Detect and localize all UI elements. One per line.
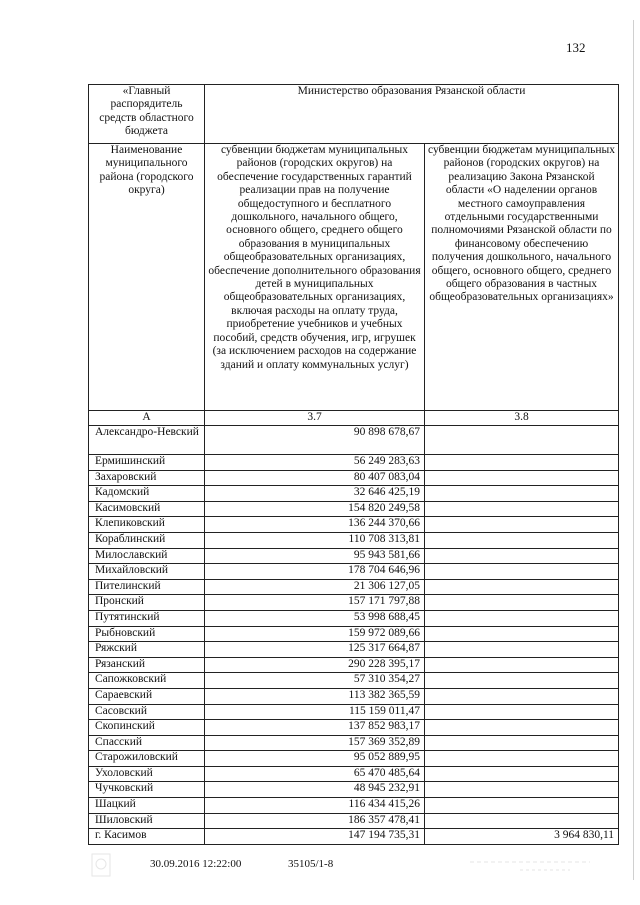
table-row [89,766,619,782]
table-row [89,704,619,720]
value-3-7: 65 470 485,64 [205,766,425,782]
value-3-7: 186 357 478,41 [205,813,425,829]
table-row [89,782,619,798]
value-3-8 [425,455,619,471]
distributor-label: «Главный распорядитель средств областного бюджета [89,85,205,144]
table-row [89,813,619,829]
district-name: Захаровский [89,470,205,486]
value-3-8 [425,548,619,564]
district-name: Путятинский [89,610,205,626]
value-3-7: 137 852 983,17 [205,720,425,736]
ministry-name: Министерство образования Рязанской области [205,85,619,144]
value-3-8 [425,501,619,517]
table-row [89,579,619,595]
page-number: 132 [566,40,586,55]
value-3-7: 125 317 664,87 [205,642,425,658]
value-3-8 [425,579,619,595]
value-3-8 [425,470,619,486]
value-3-7: 157 171 797,88 [205,595,425,611]
name-column-label: Наименование муниципального района (городского округа) [89,144,205,411]
col-38-code: 3.8 [425,411,619,426]
value-3-7: 157 369 352,89 [205,735,425,751]
table-row [89,751,619,767]
header-row-distributor [89,85,619,144]
district-name: Кораблинский [89,532,205,548]
col-37-description: субвенции бюджетам муниципальных районов (городских округов) на обеспечение государственных гарантий реализации прав на получение общедоступного и бесплатного дошкольного, начального общего, основного общего, среднего общего образования в муниципальных общеобразовательных организациях, обеспечение дополнительного образования детей в муниципальных общеобразовательных организациях, включая расходы на оплату труда, приобретение учебников и учебных пособий, средств обучения, игр, игрушек (за исключением расходов на содержание зданий и оплату коммунальных услуг) [205,144,425,411]
header-row-codes [89,411,619,426]
value-3-7: 48 945 232,91 [205,782,425,798]
value-3-7: 110 708 313,81 [205,532,425,548]
seal-logo-icon [90,852,112,878]
value-3-8 [425,564,619,580]
faint-stamp-icon [470,856,590,874]
value-3-7: 90 898 678,67 [205,426,425,455]
value-3-8 [425,782,619,798]
value-3-8 [425,532,619,548]
value-3-7: 178 704 646,96 [205,564,425,580]
value-3-7: 95 943 581,66 [205,548,425,564]
value-3-8 [425,735,619,751]
value-3-7: 116 434 415,26 [205,798,425,814]
table-row [89,657,619,673]
value-3-8 [425,673,619,689]
table-row [89,610,619,626]
header-row-descriptions [89,144,619,411]
district-name: Чучковский [89,782,205,798]
value-3-7: 159 972 089,66 [205,626,425,642]
district-name: г. Касимов [89,829,205,845]
value-3-7: 147 194 735,31 [205,829,425,845]
value-3-7: 95 052 889,95 [205,751,425,767]
value-3-8 [425,517,619,533]
district-name: Александро-Невский [89,426,205,455]
value-3-8 [425,720,619,736]
table-row [89,532,619,548]
district-name: Касимовский [89,501,205,517]
value-3-7: 136 244 370,66 [205,517,425,533]
district-name: Старожиловский [89,751,205,767]
district-name: Ермишинский [89,455,205,471]
district-name: Пителинский [89,579,205,595]
value-3-8 [425,688,619,704]
value-3-7: 113 382 365,59 [205,688,425,704]
table-row [89,486,619,502]
district-name: Шацкий [89,798,205,814]
value-3-8 [425,642,619,658]
district-name: Ухоловский [89,766,205,782]
table-row [89,829,619,845]
value-3-8 [425,751,619,767]
table-row [89,642,619,658]
table-row [89,798,619,814]
value-3-8: 3 964 830,11 [425,829,619,845]
table-row [89,426,619,455]
page-edge-line [633,20,634,880]
budget-table [88,84,619,845]
table-row [89,455,619,471]
district-name: Пронский [89,595,205,611]
table-row [89,564,619,580]
footer-datetime: 30.09.2016 12:22:00 [150,858,242,870]
value-3-7: 290 228 395,17 [205,657,425,673]
table-row [89,626,619,642]
value-3-8 [425,813,619,829]
col-37-code: 3.7 [205,411,425,426]
district-name: Милославский [89,548,205,564]
table-row [89,720,619,736]
table-row [89,501,619,517]
district-name: Сапожковский [89,673,205,689]
district-name: Скопинский [89,720,205,736]
value-3-7: 53 998 688,45 [205,610,425,626]
table-row [89,735,619,751]
value-3-8 [425,766,619,782]
value-3-7: 56 249 283,63 [205,455,425,471]
district-name: Кадомский [89,486,205,502]
col-a-code: А [89,411,205,426]
table-row [89,470,619,486]
value-3-8 [425,626,619,642]
district-name: Рыбновский [89,626,205,642]
table-row [89,673,619,689]
district-name: Шиловский [89,813,205,829]
district-name: Клепиковский [89,517,205,533]
district-name: Рязанский [89,657,205,673]
value-3-7: 154 820 249,58 [205,501,425,517]
table-row [89,517,619,533]
table-row [89,595,619,611]
value-3-8 [425,426,619,455]
district-name: Ряжский [89,642,205,658]
district-name: Михайловский [89,564,205,580]
table-row [89,688,619,704]
value-3-7: 115 159 011,47 [205,704,425,720]
district-name: Сасовский [89,704,205,720]
value-3-7: 80 407 083,04 [205,470,425,486]
district-name: Спасский [89,735,205,751]
value-3-8 [425,595,619,611]
value-3-8 [425,704,619,720]
footer-doc-number: 35105/1-8 [288,858,334,870]
value-3-7: 57 310 354,27 [205,673,425,689]
table-row [89,548,619,564]
value-3-8 [425,798,619,814]
col-38-description: субвенции бюджетам муниципальных районов (городских округов) на реализацию Закона Рязанской области «О наделении органов местного самоуправления отдельными государственными полномочиями Рязанской области по финансовому обеспечению получения дошкольного, начального общего, основного общего, среднего общего образования в частных общеобразовательных организациях» [425,144,619,411]
value-3-8 [425,610,619,626]
value-3-8 [425,657,619,673]
district-name: Сараевский [89,688,205,704]
value-3-8 [425,486,619,502]
value-3-7: 21 306 127,05 [205,579,425,595]
value-3-7: 32 646 425,19 [205,486,425,502]
